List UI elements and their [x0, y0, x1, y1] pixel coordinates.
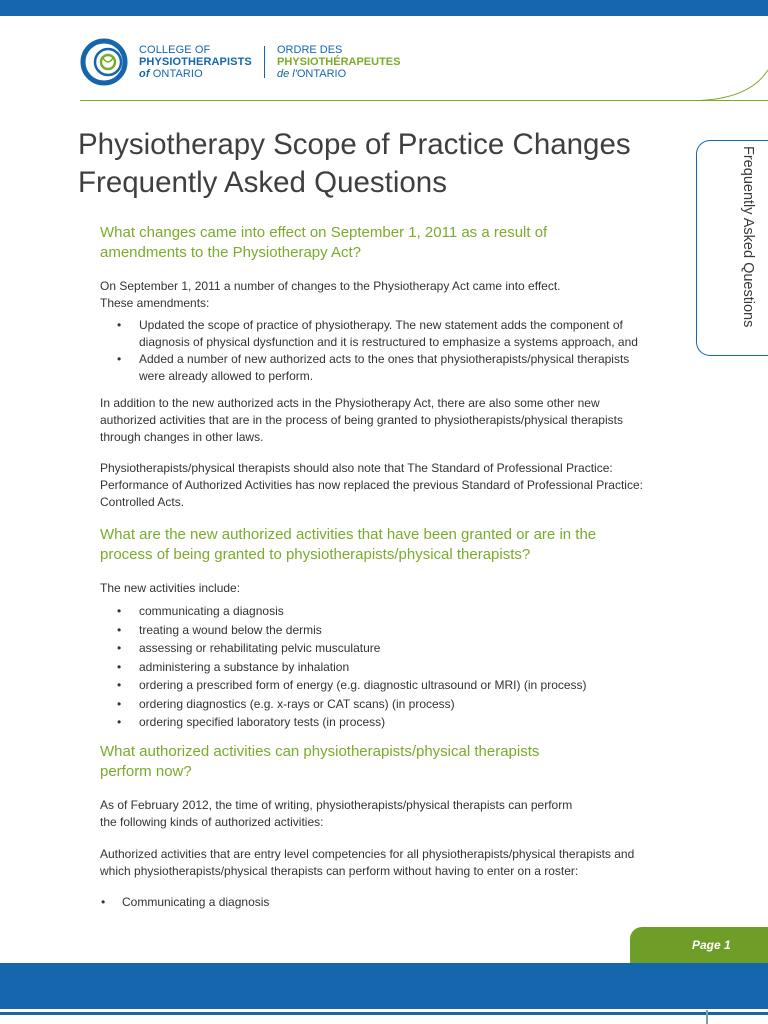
org-name-french [277, 44, 400, 80]
page-number: Page 1 [692, 938, 731, 952]
bullet: • [117, 659, 122, 674]
paragraph-1 [100, 278, 660, 312]
list-item-text: ordering specified laboratory tests (in process) [139, 715, 386, 729]
list-item-line2: were already allowed to perform. [139, 369, 314, 383]
question-1 [100, 223, 660, 263]
paragraph-5-line1: As of February 2012, the time of writing, physiotherapists/physical therapists can perform [100, 798, 573, 812]
bullet: • [117, 641, 122, 655]
bullet: • [117, 352, 122, 366]
side-tab-label: Frequently Asked Questions [740, 146, 756, 328]
list-item [100, 317, 660, 351]
list-item [100, 621, 660, 640]
paragraph-2-line3: through changes in other laws. [100, 430, 264, 444]
list-item-text: communicating a diagnosis [139, 604, 284, 618]
org-fr-line3: ONTARIO [296, 68, 347, 80]
bullet: • [117, 715, 122, 729]
paragraph-2-line2: authorized activities that are in the process of being granted to physiotherapists/physical therapists [100, 413, 623, 427]
org-en-line3: ONTARIO [152, 68, 203, 80]
paragraph-6-line2: which physiotherapists/physical therapists can perform without having to enter on a roster: [100, 864, 579, 878]
bottom-banner [0, 963, 768, 1009]
org-fr-de: de l' [277, 68, 297, 80]
list-item-line1: Added a number of new authorized acts to the ones that physiotherapists/physical therapists [139, 352, 630, 366]
bottom-tick [706, 1010, 708, 1024]
amendments-list [100, 317, 660, 385]
question-2 [100, 525, 660, 565]
list-item [100, 894, 660, 911]
org-en-line1: COLLEGE OF [139, 44, 211, 56]
paragraph-5 [100, 797, 660, 831]
paragraph-6-line1: Authorized activities that are entry level competencies for all physiotherapists/physical therapists and [100, 847, 635, 861]
college-logo-icon [80, 38, 128, 86]
list-item [100, 639, 660, 658]
bullet: • [117, 678, 122, 692]
title-line1: Physiotherapy Scope of Practice Changes [78, 128, 631, 161]
bottom-line [0, 1012, 768, 1015]
top-banner [0, 0, 768, 16]
list-item [100, 713, 660, 732]
list-item-text: treating a wound below the dermis [139, 622, 322, 637]
list-item-line2: diagnosis of physical dysfunction and it is restructured to emphasize a systems approach, and [139, 335, 638, 349]
org-name-english [139, 44, 252, 80]
side-tab [696, 140, 768, 356]
list-item-text: administering a substance by inhalation [139, 659, 350, 674]
question-3 [100, 742, 660, 782]
list-item [100, 602, 660, 621]
paragraph-3 [100, 460, 660, 511]
list-item-line1: Updated the scope of practice of physiotherapy. The new statement adds the component of [139, 318, 623, 332]
bullet: • [117, 622, 122, 637]
paragraph-2-line1: In addition to the new authorized acts in the Physiotherapy Act, there are also some other new [100, 396, 600, 410]
org-en-line2: PHYSIOTHERAPISTS [139, 56, 252, 68]
paragraph-4: The new activities include: [100, 581, 241, 595]
org-fr-line1: ORDRE DES [277, 44, 343, 56]
list-item-text: ordering diagnostics (e.g. x-rays or CAT scans) (in process) [139, 696, 455, 711]
new-activities-list [100, 602, 660, 732]
list-item [100, 695, 660, 714]
question-2-line2: process of being granted to physiotherapists/physical therapists? [100, 546, 531, 563]
question-3-line2: perform now? [100, 763, 192, 780]
list-item-text: Communicating a diagnosis [122, 895, 270, 909]
list-item [100, 676, 660, 695]
list-item-text: ordering a prescribed form of energy (e.g. diagnostic ultrasound or MRI) (in process) [139, 678, 587, 692]
bullet: • [117, 318, 122, 332]
paragraph-1-line2: These amendments: [100, 296, 210, 310]
bullet: • [117, 604, 122, 618]
page-title [78, 126, 678, 202]
org-en-of: of [139, 68, 150, 80]
paragraph-3-line2: Performance of Authorized Activities has now replaced the previous Standard of Professional Practice: [100, 478, 643, 492]
question-1-line1: What changes came into effect on September 1, 2011 as a result of [100, 224, 548, 241]
title-line2: Frequently Asked Questions [78, 166, 447, 199]
paragraph-1-line1: On September 1, 2011 a number of changes to the Physiotherapy Act came into effect. [100, 279, 561, 293]
paragraph-2 [100, 395, 660, 446]
question-1-line2: amendments to the Physiotherapy Act? [100, 244, 361, 261]
paragraph-3-line1: Physiotherapists/physical therapists should also note that The Standard of Professional Practice: [100, 461, 613, 475]
question-2-line1: What are the new authorized activities that have been granted or are in the [100, 526, 597, 543]
paragraph-5-line2: the following kinds of authorized activities: [100, 815, 324, 829]
header-rule [80, 100, 768, 101]
entry-level-list [100, 894, 660, 911]
bullet: • [117, 696, 122, 711]
paragraph-3-line3: Controlled Acts. [100, 495, 185, 509]
header-curve [700, 70, 768, 101]
list-item [100, 658, 660, 677]
org-divider [264, 46, 265, 78]
question-3-line1: What authorized activities can physiotherapists/physical therapists [100, 743, 540, 760]
org-fr-line2: PHYSIOTHÉRAPEUTES [277, 56, 401, 68]
list-item [100, 351, 660, 385]
bullet: • [101, 895, 106, 909]
list-item-text: assessing or rehabilitating pelvic musculature [139, 641, 381, 655]
paragraph-6 [100, 846, 660, 880]
